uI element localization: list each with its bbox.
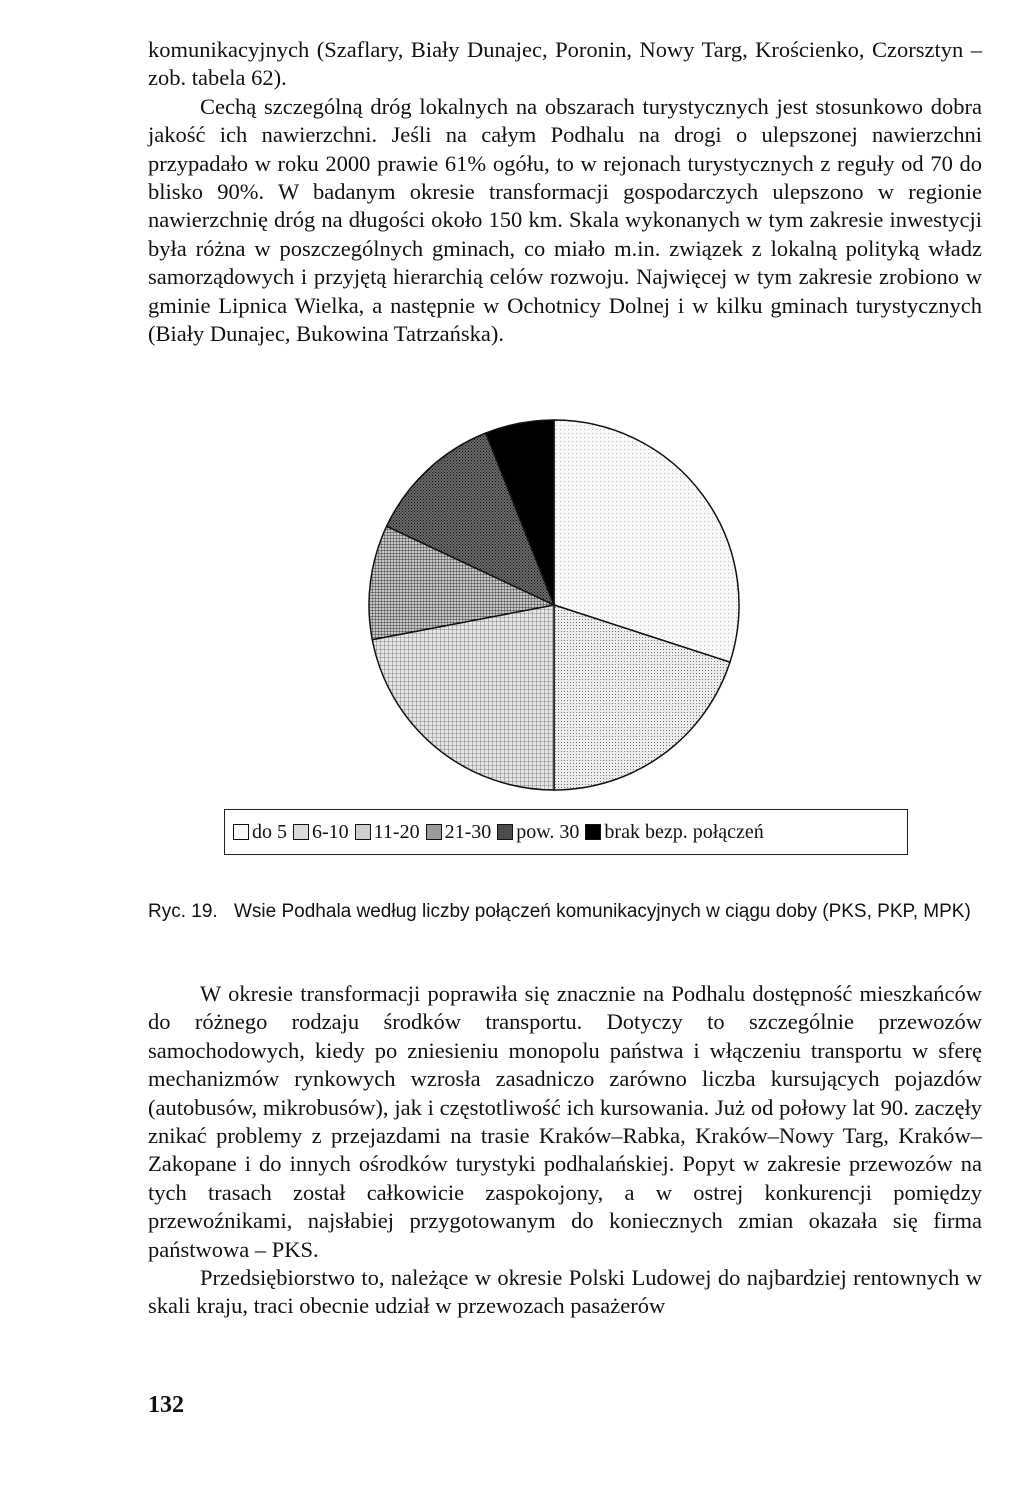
paragraph-pks: Przedsiębiorstwo to, należące w okresie Polski Ludowej do najbardziej rentownych w skali kraju, traci obecnie udział w przewozach pasażerów [148, 1265, 982, 1319]
paragraph-road-quality: Cechą szczególną dróg lokalnych na obszarach turystycznych jest stosunkowo dobra jakość ich nawierzchni. Jeśli na całym Podhalu na drogi o ulepszonej nawierzchni przypadało w roku 2000 prawie 61% ogółu, to w rejonach turystycznych z reguły od 70 do blisko 90%. W badanym okresie transformacji gospodarczych ulepszono w regionie nawierzchnię dróg na długości około 150 km. Skala wykonanych w tym zakresie inwestycji była różna w poszczególnych gminach, co miało m.in. związek z lokalną polityką władz samorządowych i przyjętą hierarchią celów rozwoju. Najwięcej w tym zakresie zrobiono w gminie Lipnica Wielka, a następnie w Ochotnicy Dolnej i w kilku gminach turystycznych (Biały Dunajec, Bukowina Tatrzańska). [148, 93, 982, 347]
legend-label: do 5 [252, 820, 287, 843]
pie-chart [360, 409, 752, 801]
legend-label: 6-10 [312, 820, 349, 843]
legend-item-3 [355, 821, 420, 844]
chart-legend [224, 809, 908, 855]
caption-label: Ryc. 19. [148, 901, 218, 922]
bottom-text-block [148, 980, 982, 1321]
legend-label: 11-20 [373, 820, 420, 843]
legend-label: 21-30 [444, 820, 492, 843]
legend-swatch [585, 824, 601, 840]
page-number: 132 [148, 1392, 184, 1418]
legend-label: pow. 30 [516, 820, 580, 843]
legend-swatch [293, 824, 309, 840]
caption-text: Wsie Podhala według liczby połączeń komunikacyjnych w ciągu doby (PKS, PKP, MPK) [234, 901, 971, 922]
legend-swatch [355, 824, 371, 840]
legend-item-1 [233, 821, 287, 844]
legend-swatch [426, 824, 442, 840]
top-text-block [148, 36, 982, 348]
figure-caption [148, 898, 982, 926]
legend-label: brak bezp. połączeń [604, 820, 764, 843]
paragraph-transformation: W okresie transformacji poprawiła się znacznie na Podhalu dostępność mieszkańców do różnego rodzaju środków transportu. Dotyczy to szczególnie przewozów samochodowych, kiedy po zniesieniu monopolu państwa i włączeniu transportu w sferę mechanizmów rynkowych wzrosła zasadniczo zarówno liczba kursujących pojazdów (autobusów, mikrobusów), jak i częstotliwość ich kursowania. Już od połowy lat 90. zaczęły znikać problemy z przejazdami na trasie Kraków–Rabka, Kraków–Nowy Targ, Kraków–Zakopane i do innych ośrodków turystyki podhalańskiej. Popyt w zakresie przewozów na tych trasach został całkowicie zaspokojony, a w ostrej konkurencji pomiędzy przewoźnikami, najsłabiej przygotowanym do koniecznych zmian okazała się firma państwowa – PKS. [148, 981, 982, 1262]
pie-slices [369, 420, 739, 790]
legend-item-6 [585, 821, 763, 844]
legend-swatch [497, 824, 513, 840]
legend-item-4 [426, 821, 492, 844]
paragraph-continuation: komunikacyjnych (Szaflary, Biały Dunajec, Poronin, Nowy Targ, Krościenko, Czorsztyn – zob. tabela 62). [148, 37, 982, 91]
legend-item-5 [497, 821, 579, 844]
legend-item-2 [293, 821, 349, 844]
legend-swatch [233, 824, 249, 840]
